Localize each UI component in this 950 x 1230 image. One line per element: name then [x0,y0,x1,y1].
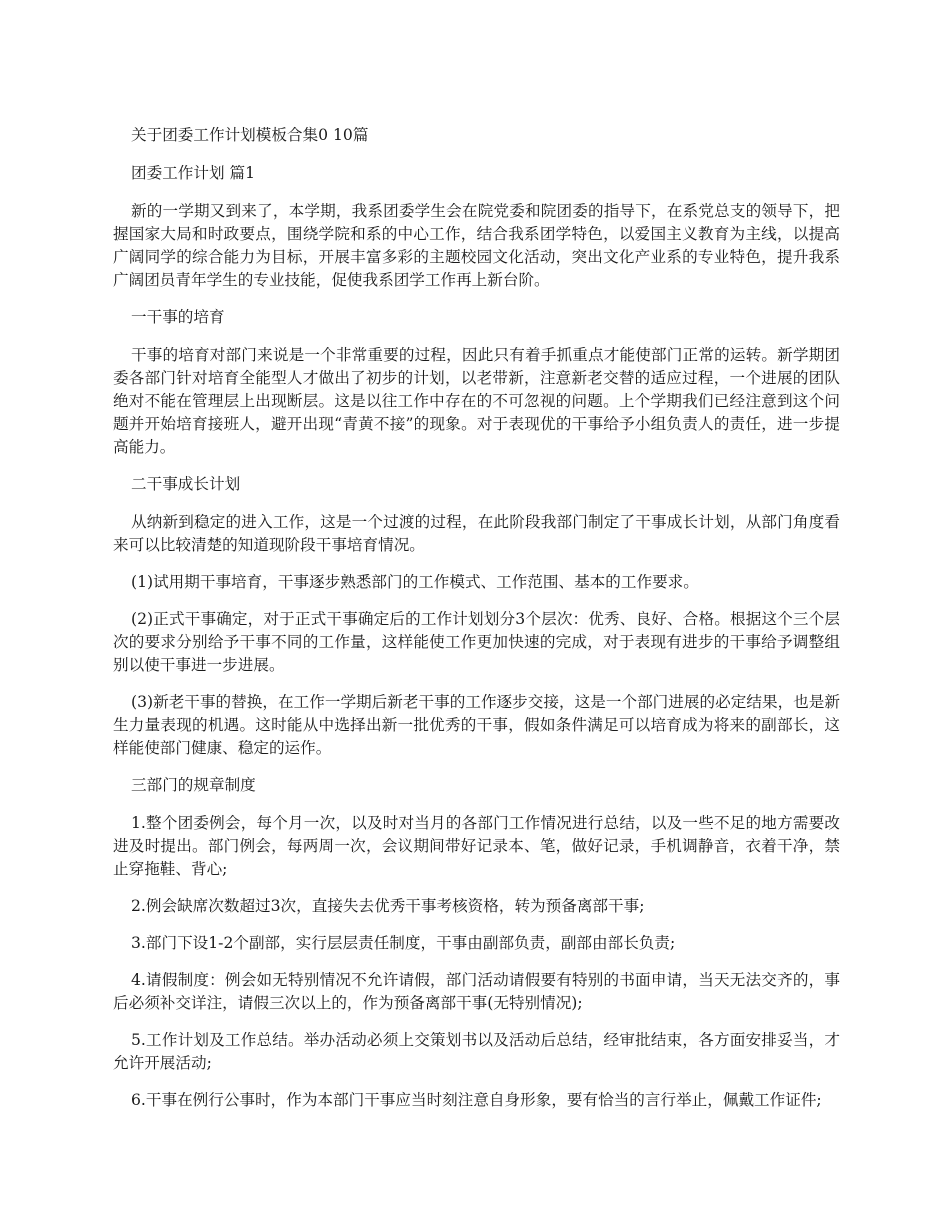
subsection-heading: 一干事的培育 [131,308,225,326]
document-page [113,124,840,1126]
body-paragraph: 干事的培育对部门来说是一个非常重要的过程，因此只有着手抓重点才能使部门正常的运转。新学期团委各部门针对培育全能型人才做出了初步的计划，以老带新，注意新老交替的适应过程，一个进展的团队绝对不能在管理层上出现断层。这是以往工作中存在的不可忽视的问题。上个学期我们已经注意到这个问题并开始培育接班人，避开出现“青黄不接”的现象。对于表现优的干事给予小组负责人的责任，进一步提高能力。 [113,346,840,456]
body-paragraph: (3)新老干事的替换，在工作一学期后新老干事的工作逐步交接，这是一个部门进展的必定结果，也是新生力量表现的机遇。这时能从中选择出新一批优秀的干事，假如条件满足可以培育成为将来的副部长，这样能使部门健康、稳定的运作。 [113,693,840,757]
body-paragraph: (1)试用期干事培育，干事逐步熟悉部门的工作模式、工作范围、基本的工作要求。 [131,573,699,591]
body-paragraph: 6.干事在例行公事时，作为本部门干事应当时刻注意自身形象，要有恰当的言行举止，佩戴工作证件; [131,1091,822,1109]
document-title: 关于团委工作计划模板合集0 10篇 [131,126,369,144]
body-paragraph: 2.例会缺席次数超过3次，直接失去优秀干事考核资格，转为预备离部干事; [131,897,645,915]
subsection-heading: 二干事成长计划 [131,475,241,493]
body-paragraph: 3.部门下设1-2个副部，实行层层责任制度，干事由副部负责，副部由部长负责; [131,934,676,952]
body-paragraph: 新的一学期又到来了，本学期，我系团委学生会在院党委和院团委的指导下，在系党总支的领导下，把握国家大局和时政要点，围绕学院和系的中心工作，结合我系团学特色，以爱国主义教育为主线，以提高广阔同学的综合能力为目标，开展丰富多彩的主题校园文化活动，突出文化产业系的专业特色，提升我系广阔团员青年学生的专业技能，促使我系团学工作再上新台阶。 [113,202,840,289]
body-paragraph: 4.请假制度：例会如无特别情况不允许请假，部门活动请假要有特别的书面申请，当天无法交齐的，事后必须补交详注，请假三次以上的，作为预备离部干事(无特别情况); [113,971,840,1012]
document-body [113,200,840,1112]
body-paragraph: 从纳新到稳定的进入工作，这是一个过渡的过程，在此阶段我部门制定了干事成长计划，从部门角度看来可以比较清楚的知道现阶段干事培育情况。 [113,513,840,554]
body-paragraph: (2)正式干事确定，对于正式干事确定后的工作计划划分3个层次：优秀、良好、合格。根据这个三个层次的要求分别给予干事不同的工作量，这样能使工作更加快速的完成，对于表现有进步的干事给予调整组别以使干事进一步进展。 [113,610,840,674]
body-paragraph: 5.工作计划及工作总结。举办活动必须上交策划书以及活动后总结，经审批结束，各方面安排妥当，才允许开展活动; [113,1031,840,1072]
subsection-heading: 三部门的规章制度 [131,776,256,794]
section-heading: 团委工作计划 篇1 [131,164,256,182]
body-paragraph: 1.整个团委例会，每个月一次，以及时对当月的各部门工作情况进行总结，以及一些不足的地方需要改进及时提出。部门例会，每两周一次，会议期间带好记录本、笔，做好记录，手机调静音，衣着干净，禁止穿拖鞋、背心; [113,814,840,878]
